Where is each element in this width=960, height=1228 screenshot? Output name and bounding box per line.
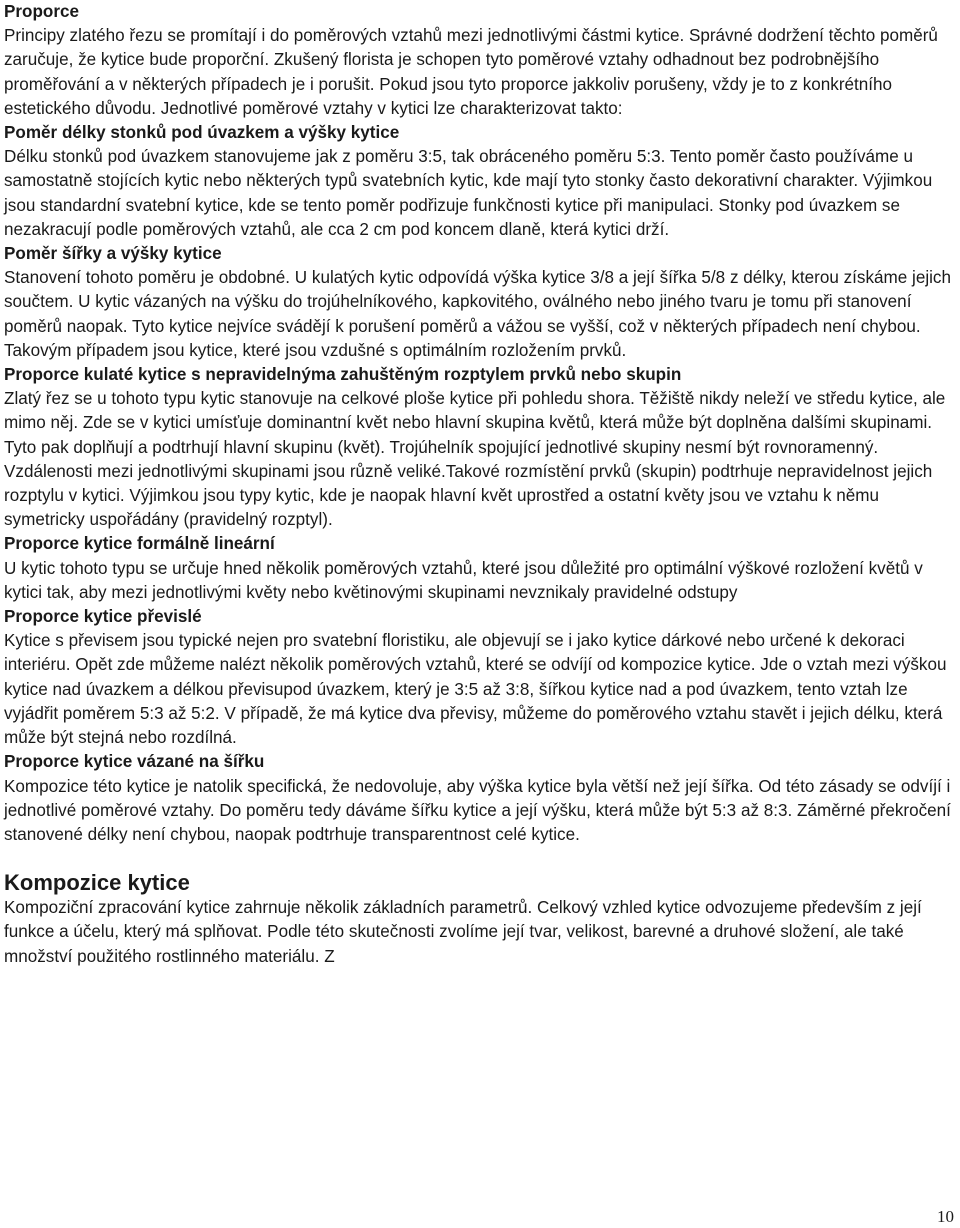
chapter-paragraph: Kompoziční zpracování kytice zahrnuje několik základních parametrů. Celkový vzhled kytice odvozujeme především z její funkce a účelu, který má splňovat. Podle této skutečnosti zvolíme její tvar, velikost, barevné a druhové složení, ale také množství použitého rostlinného materiálu. Z [4,898,922,966]
section-heading-stem-height-ratio: Poměr délky stonků pod úvazkem a výšky kytice [4,123,400,143]
section-heading-formal-linear: Proporce kytice formálně lineární [4,534,275,554]
section-paragraph-width-height-ratio: Stanovení tohoto poměru je obdobné. U kulatých kytic odpovídá výška kytice 3/8 a její šířka 5/8 z délky, kterou získáme jejich součtem. U kytic vázaných na výšku do trojúhelníkového, kapkovitého, oválného nebo jiného tvaru je tomu při stanovení poměrů naopak. Tyto kytice nejvíce svádějí k porušení poměrů a vážou se vyšší, což v některých případech není chybou. Takovým případem jsou kytice, které jsou vzdušné s optimálním rozložením prvků. [4,268,951,360]
chapter-heading: Kompozice kytice [4,870,190,896]
section-paragraph-wide-bouquet: Kompozice této kytice je natolik specifická, že nedovoluje, aby výška kytice byla větší než její šířka. Od této zásady se odvíjí i jednotlivé poměrové vztahy. Do poměru tedy dáváme šířku kytice a její výšku, která může být 5:3 až 8:3. Záměrné překročení stanovené délky není chybou, naopak podtrhuje transparentnost celé kytice. [4,776,951,844]
section-paragraph-proporce: Principy zlatého řezu se promítají i do poměrových vztahů mezi jednotlivými částmi kytice. Správné dodržení těchto poměrů zaručuje, že kytice bude proporční. Zkušený florista je schopen tyto poměrové vztahy odhadnout bez podrobnějšího proměřování a v některých případech je i porušit. Pokud jsou tyto proporce jakkoliv porušeny, vždy je to z konkrétního estetického důvodu. Jednotlivé poměrové vztahy v kytici lze charakterizovat takto: [4,26,938,118]
document-page [4,0,954,969]
section-paragraph-cascading: Kytice s převisem jsou typické nejen pro svatební floristiku, ale objevují se i jako kytice dárkové nebo určené k dekoraci interiéru. Opět zde můžeme nalézt několik poměrových vztahů, které se odvíjí od kompozice kytice. Jde o vztah mezi výškou kytice nad úvazkem a délkou převisupod úvazkem, který je 3:5 až 3:8, šířkou kytice nad a pod úvazkem, tento vztah lze vyjádřit poměrem 5:3 až 5:2. V případě, že má kytice dva převisy, můžeme do poměrového vztahu stavět i jejich délku, která může být stejná nebo rozdílná. [4,631,947,748]
section-heading-wide-bouquet: Proporce kytice vázané na šířku [4,752,265,772]
section-paragraph-round-bouquet: Zlatý řez se u tohoto typu kytic stanovuje na celkové ploše kytice při pohledu shora. Těžiště nikdy neleží ve středu kytice, ale mimo něj. Zde se v kytici umísťuje dominantní květ nebo hlavní skupina květů, která může být doplněna dalšími skupinami. Tyto pak doplňují a podtrhují hlavní skupinu (květ). Trojúhelník spojující jednotlivé skupiny nesmí být rovnoramenný. Vzdálenosti mezi jednotlivými skupinami jsou různě veliké.Takové rozmístění prvků (skupin) podtrhuje nepravidelnost jejich rozptylu v kytici. Výjimkou jsou typy kytic, kde je naopak hlavní květ uprostřed a ostatní květy jsou ve vztahu k němu symetricky uspořádány (pravidelný rozptyl). [4,389,946,530]
section-heading-cascading: Proporce kytice převislé [4,607,202,627]
section-heading-width-height-ratio: Poměr šířky a výšky kytice [4,244,222,264]
section-heading-round-bouquet: Proporce kulaté kytice s nepravidelnýma zahuštěným rozptylem prvků nebo skupin [4,365,682,385]
section-heading-proporce: Proporce [4,2,80,21]
section-paragraph-formal-linear: U kytic tohoto typu se určuje hned několik poměrových vztahů, které jsou důležité pro optimální výškové rozložení květů v kytici tak, aby mezi jednotlivými květy nebo květinovými skupinami nevznikaly pravidelné odstupy [4,558,923,602]
section-paragraph-stem-height-ratio: Délku stonků pod úvazkem stanovujeme jak z poměru 3:5, tak obráceného poměru 5:3. Tento poměr často používáme u samostatně stojících kytic nebo některých typů svatebních kytic, kde mají tyto stonky často dekorativní charakter. Výjimkou jsou standardní svatební kytice, kde se tento poměr podřizuje funkčnosti kytice při manipulaci. Stonky pod úvazkem se nezakracují podle poměrových vztahů, ale cca 2 cm pod koncem dlaně, která kytici drží. [4,147,933,239]
page-number: 10 [937,1207,954,1226]
